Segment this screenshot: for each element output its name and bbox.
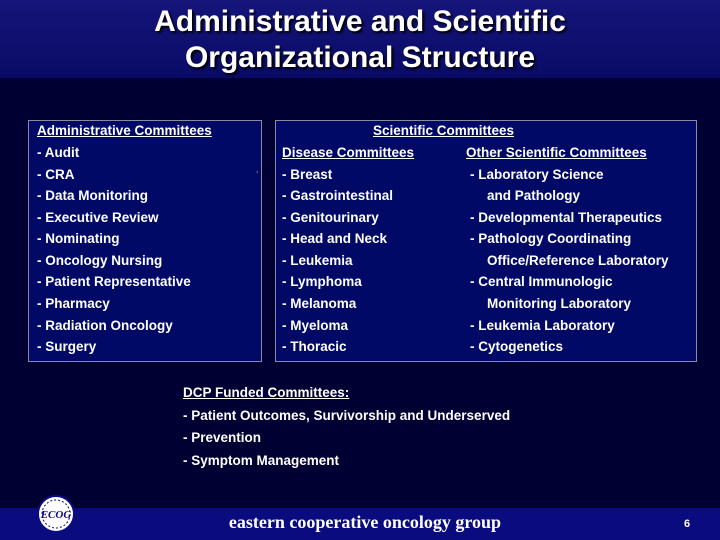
- other-item: - Leukemia Laboratory: [470, 318, 615, 333]
- scientific-heading: Scientific Committees: [373, 123, 515, 138]
- admin-item: - Data Monitoring: [37, 188, 148, 203]
- other-item: - Pathology Coordinating: [470, 231, 632, 246]
- admin-item: - Nominating: [37, 231, 120, 246]
- other-item: - Laboratory Science: [470, 167, 604, 182]
- other-item: Monitoring Laboratory: [487, 296, 631, 311]
- disease-item: - Head and Neck: [282, 231, 388, 246]
- admin-item: - Executive Review: [37, 210, 159, 225]
- disease-item: - Leukemia: [282, 253, 353, 268]
- administrative-heading: Administrative Committees: [37, 123, 212, 138]
- slide-title: [0, 4, 720, 76]
- connector-mark: ‘: [256, 169, 259, 181]
- admin-item: - Radiation Oncology: [37, 318, 173, 333]
- disease-item: - Myeloma: [282, 318, 349, 333]
- title-line-2: Organizational Structure: [184, 41, 536, 74]
- page-number: 6: [684, 518, 691, 530]
- disease-item: - Genitourinary: [282, 210, 379, 225]
- admin-item: - Oncology Nursing: [37, 253, 163, 268]
- organization-name: eastern cooperative oncology group: [228, 512, 502, 532]
- disease-item: - Melanoma: [282, 296, 357, 311]
- disease-item: - Breast: [282, 167, 333, 182]
- admin-item: - Surgery: [37, 339, 97, 354]
- disease-item: - Thoracic: [282, 339, 347, 354]
- dcp-item: - Prevention: [183, 430, 262, 445]
- title-line-1: Administrative and Scientific: [154, 5, 566, 38]
- svg-text:ECOG: ECOG: [40, 509, 72, 521]
- other-item: and Pathology: [487, 188, 581, 203]
- disease-heading: Disease Committees: [282, 145, 415, 160]
- other-item: Office/Reference Laboratory: [487, 253, 669, 268]
- admin-item: - CRA: [37, 167, 75, 182]
- dcp-heading: DCP Funded Committees:: [183, 385, 350, 400]
- other-heading: Other Scientific Committees: [466, 145, 647, 160]
- other-item: - Cytogenetics: [470, 339, 564, 354]
- disease-item: - Gastrointestinal: [282, 188, 394, 203]
- admin-item: - Pharmacy: [37, 296, 110, 311]
- disease-item: - Lymphoma: [282, 274, 362, 289]
- ecog-logo: [36, 494, 76, 534]
- other-item: - Developmental Therapeutics: [470, 210, 663, 225]
- dcp-item: - Symptom Management: [183, 453, 340, 468]
- admin-item: - Audit: [37, 145, 80, 160]
- other-item: - Central Immunologic: [470, 274, 613, 289]
- dcp-item: - Patient Outcomes, Survivorship and Underserved: [183, 408, 511, 423]
- admin-item: - Patient Representative: [37, 274, 191, 289]
